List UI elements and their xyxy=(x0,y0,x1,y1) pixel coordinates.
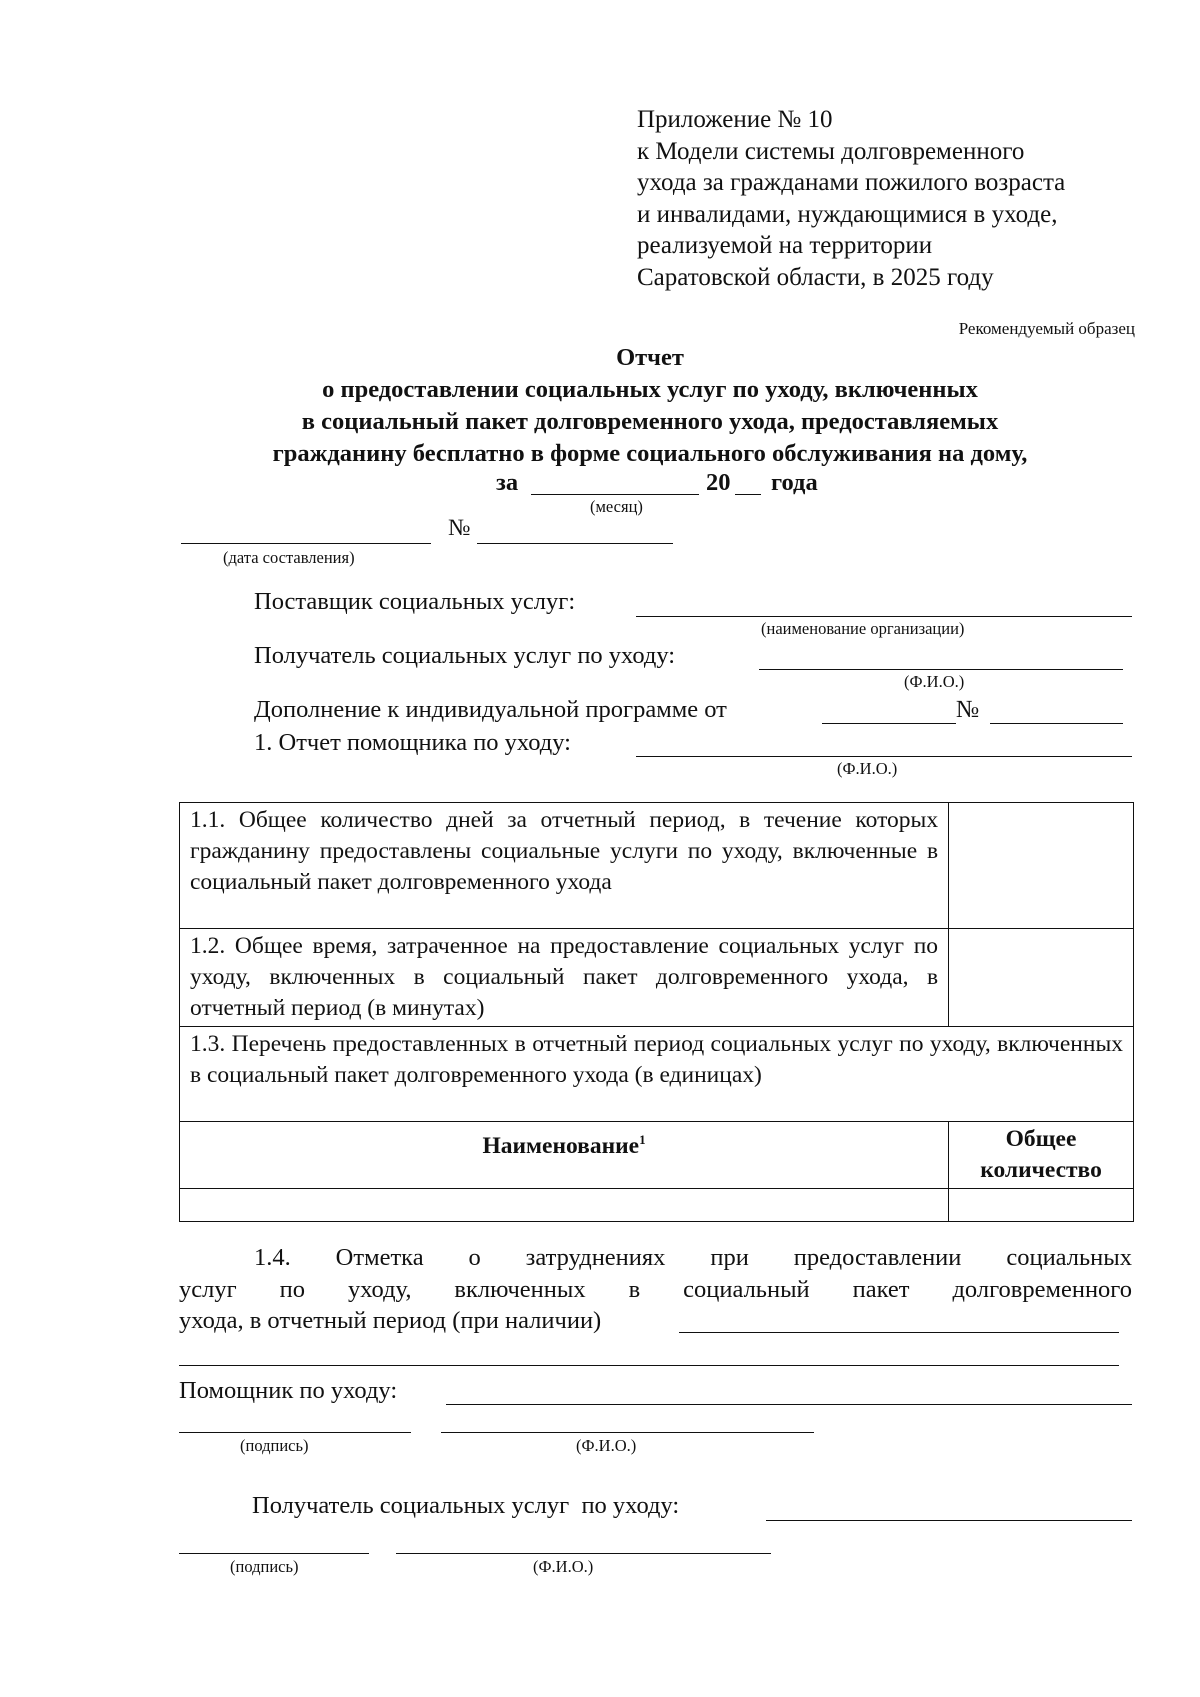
appendix-block xyxy=(637,104,1157,293)
addendum-number-blank[interactable] xyxy=(990,723,1123,724)
table-row xyxy=(180,929,1134,1027)
row-1-2-value[interactable] xyxy=(949,929,1134,1027)
row-1-3-label: 1.3. Перечень предоставленных в отчетный период социальных услуг по уходу, включенных в социальный пакет долговременного ухода (в единицах) xyxy=(180,1027,1134,1122)
month-blank[interactable] xyxy=(531,494,699,495)
recipient-blank[interactable] xyxy=(759,669,1123,670)
recipient-sign-blank[interactable] xyxy=(766,1520,1132,1521)
date-number-blank[interactable] xyxy=(477,543,673,544)
row-1-2-label: 1.2. Общее время, затраченное на предоставление социальных услуг по уходу, включенных в социальный пакет долговременного ухода, в отчетный период (в минутах) xyxy=(180,929,949,1027)
col-name-footnote: 1 xyxy=(639,1132,646,1147)
col-total-line: Общее xyxy=(1005,1126,1077,1152)
addendum-label: Дополнение к индивидуальной программе от xyxy=(254,696,727,723)
assistant-fio-caption: (Ф.И.О.) xyxy=(576,1436,637,1455)
difficulties-line: ухода, в отчетный период (при наличии) xyxy=(179,1307,602,1334)
title-year-prefix: 20 xyxy=(706,469,731,496)
title-line: о предоставлении социальных услуг по уходу, включенных xyxy=(322,376,978,403)
appendix-line: ухода за гражданами пожилого возраста xyxy=(637,169,1066,196)
recipient-signature-blank[interactable] xyxy=(179,1553,369,1554)
assistant-report-label: 1. Отчет помощника по уходу: xyxy=(254,729,571,756)
provider-caption: (наименование организации) xyxy=(761,619,965,638)
assistant-blank[interactable] xyxy=(446,1404,1132,1405)
col-total-header xyxy=(949,1122,1134,1189)
difficulties-blank-2[interactable] xyxy=(179,1365,1119,1366)
appendix-line: к Модели системы долговременного xyxy=(637,137,1025,165)
recipient-sign-label: Получатель социальных услуг по уходу: xyxy=(252,1492,680,1519)
assistant-label: Помощник по уходу: xyxy=(179,1377,398,1404)
assistant-signature-caption: (подпись) xyxy=(240,1436,309,1455)
appendix-number: Приложение № 10 xyxy=(637,106,833,133)
recipient-fio-caption: (Ф.И.О.) xyxy=(533,1557,594,1576)
date-number-sign: № xyxy=(448,515,471,541)
appendix-line: реализуемой на территории xyxy=(637,232,933,259)
table-row xyxy=(180,1027,1134,1122)
table-header-row xyxy=(180,1122,1134,1189)
difficulties-blank-1[interactable] xyxy=(679,1332,1119,1333)
table-row xyxy=(180,803,1134,929)
recipient-fio-blank[interactable] xyxy=(396,1553,771,1554)
year-blank[interactable] xyxy=(735,494,761,495)
assistant-fio-blank[interactable] xyxy=(441,1432,814,1433)
col-name-text: Наименование xyxy=(482,1132,640,1159)
date-caption: (дата составления) xyxy=(223,548,355,567)
addendum-date-blank[interactable] xyxy=(822,723,956,724)
service-total-cell[interactable] xyxy=(949,1189,1134,1222)
recipient-signature-caption: (подпись) xyxy=(230,1557,299,1576)
title-line: в социальный пакет долговременного ухода, предоставляемых xyxy=(301,408,999,435)
recipient-caption: (Ф.И.О.) xyxy=(904,672,965,691)
title-za: за xyxy=(496,469,519,496)
recipient-label: Получатель социальных услуг по уходу: xyxy=(254,642,676,669)
difficulties-line: 1.4. Отметка о затруднениях при предоставлении социальных xyxy=(254,1244,1132,1271)
report-table xyxy=(179,802,1134,1222)
title-year-word: года xyxy=(771,469,818,496)
difficulties-block xyxy=(179,1242,1132,1337)
month-caption: (месяц) xyxy=(590,497,643,516)
assistant-report-caption: (Ф.И.О.) xyxy=(837,759,898,778)
sample-label: Рекомендуемый образец xyxy=(958,319,1135,338)
difficulties-line: услуг по уходу, включенных в социальный пакет долговременного xyxy=(179,1275,1132,1303)
document-title xyxy=(150,342,1150,470)
provider-label: Поставщик социальных услуг: xyxy=(254,588,576,615)
row-1-1-value[interactable] xyxy=(949,803,1134,929)
appendix-line: Саратовской области, в 2025 году xyxy=(637,263,994,291)
date-blank[interactable] xyxy=(181,543,431,544)
table-row xyxy=(180,1189,1134,1222)
assistant-report-blank[interactable] xyxy=(636,756,1132,757)
service-name-cell[interactable] xyxy=(180,1189,949,1222)
appendix-line: и инвалидами, нуждающимися в уходе, xyxy=(637,200,1058,228)
row-1-1-label: 1.1. Общее количество дней за отчетный период, в течение которых гражданину предоставлены социальные услуги по уходу, включенные в социальный пакет долговременного ухода xyxy=(180,803,949,929)
col-name-header xyxy=(180,1122,949,1189)
assistant-signature-blank[interactable] xyxy=(179,1432,411,1433)
col-total-line: количество xyxy=(980,1157,1102,1183)
title-line: гражданину бесплатно в форме социального обслуживания на дому, xyxy=(272,440,1028,467)
title-main: Отчет xyxy=(616,344,684,371)
provider-blank[interactable] xyxy=(636,616,1132,617)
addendum-number-sign: № xyxy=(956,696,980,723)
